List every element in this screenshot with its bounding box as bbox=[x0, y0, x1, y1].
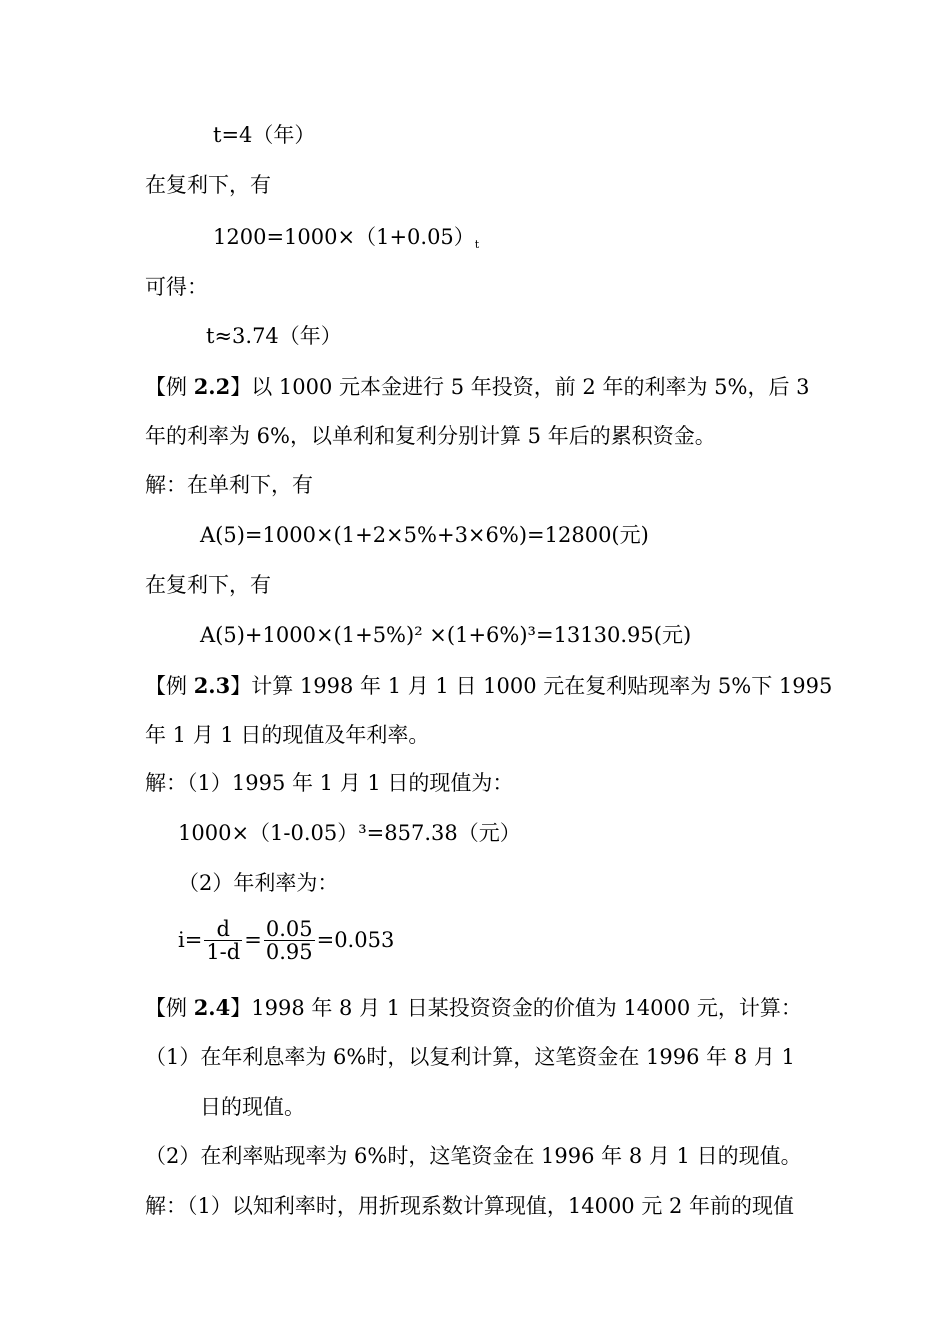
bracket-open: 【例 bbox=[145, 996, 194, 1020]
text-line: 年 1 月 1 日的现值及年利率。 bbox=[145, 723, 430, 747]
equals-sign: = bbox=[244, 928, 262, 953]
example-heading bbox=[145, 997, 802, 1019]
formula-prefix: i= bbox=[178, 928, 203, 953]
text-line: 解：（1）1995 年 1 月 1 日的现值为： bbox=[145, 771, 514, 795]
text-line: （2）年利率为： bbox=[178, 871, 339, 895]
fraction-denominator: 0.95 bbox=[265, 940, 313, 965]
formula-line: A(5)+1000×(1+5%)² ×(1+6%)³=13130.95(元) bbox=[200, 623, 692, 647]
text-line: t=4（年） bbox=[213, 123, 316, 147]
example-text: 1998 年 8 月 1 日某投资资金的价值为 14000 元，计算： bbox=[251, 996, 802, 1020]
example-heading bbox=[145, 376, 809, 398]
fraction-denominator: 1-d bbox=[206, 940, 241, 965]
bracket-close: 】 bbox=[230, 375, 252, 399]
example-number: 2.4 bbox=[193, 995, 231, 1020]
formula-line bbox=[213, 225, 480, 251]
fraction-numerator: d bbox=[204, 918, 242, 941]
formula-line: 1000×（1-0.05）³=857.38（元） bbox=[178, 821, 521, 845]
exponent: t bbox=[474, 238, 480, 251]
formula-line: A(5)=1000×(1+2×5%+3×6%)=12800(元) bbox=[200, 523, 649, 547]
text-line: 解：在单利下，有 bbox=[145, 473, 313, 497]
text-line: 可得： bbox=[145, 275, 208, 299]
example-number: 2.3 bbox=[193, 673, 231, 698]
fraction bbox=[264, 918, 315, 963]
text-line: 解：（1）以知利率时，用折现系数计算现值，14000 元 2 年前的现值 bbox=[145, 1194, 795, 1218]
text-line: t≈3.74（年） bbox=[206, 324, 342, 348]
text-line: （2）在利率贴现率为 6%时，这笔资金在 1996 年 8 月 1 日的现值。 bbox=[145, 1144, 802, 1168]
example-number: 2.2 bbox=[193, 374, 231, 399]
text-line: 在复利下，有 bbox=[145, 573, 271, 597]
fraction-numerator: 0.05 bbox=[265, 917, 313, 941]
text-line: 年的利率为 6%，以单利和复利分别计算 5 年后的累积资金。 bbox=[145, 424, 716, 448]
example-text: 以 1000 元本金进行 5 年投资，前 2 年的利率为 5%，后 3 bbox=[251, 375, 810, 399]
bracket-close: 】 bbox=[230, 996, 252, 1020]
example-heading bbox=[145, 675, 832, 697]
formula-text: 1200=1000×（1+0.05） bbox=[213, 225, 475, 249]
example-text: 计算 1998 年 1 月 1 日 1000 元在复利贴现率为 5%下 1995 bbox=[251, 674, 833, 698]
bracket-open: 【例 bbox=[145, 674, 194, 698]
bracket-open: 【例 bbox=[145, 375, 194, 399]
text-line: 日的现值。 bbox=[200, 1095, 305, 1119]
fraction-formula bbox=[178, 918, 394, 963]
bracket-close: 】 bbox=[230, 674, 252, 698]
fraction bbox=[204, 918, 242, 963]
text-line: （1）在年利息率为 6%时，以复利计算，这笔资金在 1996 年 8 月 1 bbox=[145, 1045, 795, 1069]
text-line: 在复利下，有 bbox=[145, 173, 271, 197]
formula-result: =0.053 bbox=[316, 928, 395, 953]
